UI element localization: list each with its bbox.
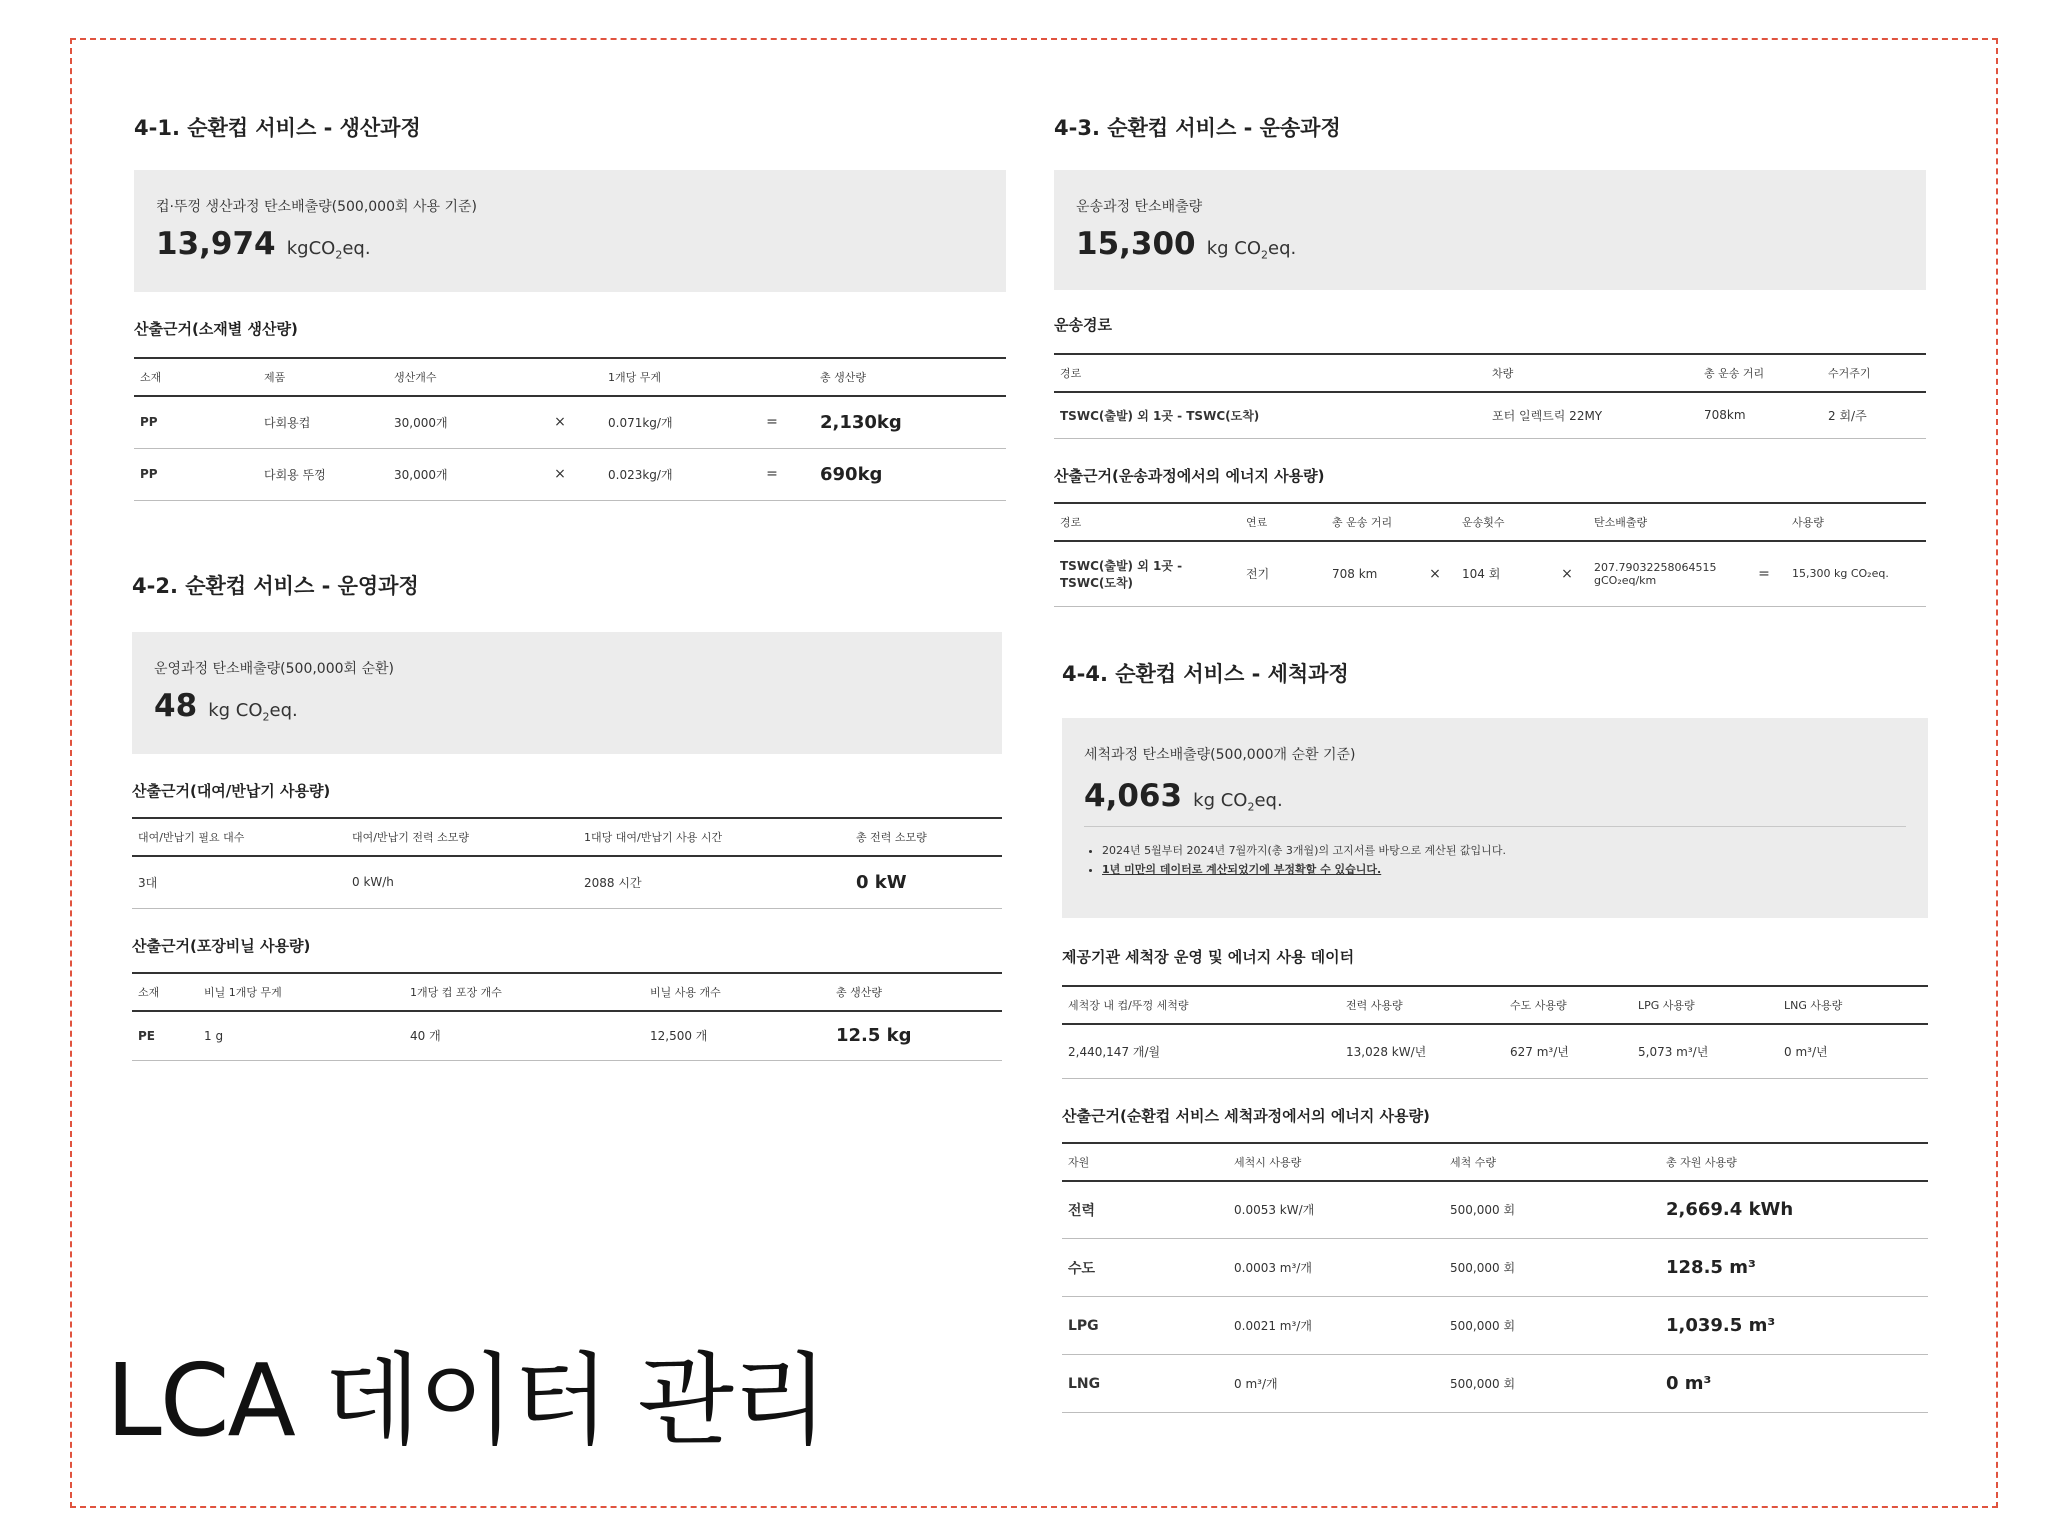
cell: 30,000개 xyxy=(388,448,518,500)
notes-list xyxy=(1084,826,1906,877)
col-header: 제품 xyxy=(258,358,388,396)
cell: 0.0021 m³/개 xyxy=(1228,1297,1444,1355)
kpi-label: 컵·뚜껑 생산과정 탄소배출량(500,000회 사용 기준) xyxy=(156,199,477,215)
note-item: • 2024년 5월부터 2024년 7월까지(총 3개월)의 고지서를 바탕으로 계산된 값입니다. xyxy=(1102,842,1906,858)
kpi-box xyxy=(132,632,1002,754)
col-header xyxy=(1742,503,1786,541)
cell: 0 kW/h xyxy=(346,856,578,908)
cell: LNG xyxy=(1062,1355,1228,1413)
cell: 수도 xyxy=(1062,1239,1228,1297)
cell: 5,073 m³/년 xyxy=(1632,1024,1778,1078)
kpi-label: 운영과정 탄소배출량(500,000회 순환) xyxy=(154,661,395,677)
washing-energy-table xyxy=(1062,1142,1928,1414)
kiosk-table xyxy=(132,817,1002,909)
col-header: 전력 사용량 xyxy=(1340,986,1504,1024)
col-header: 1개당 컵 포장 개수 xyxy=(404,973,644,1011)
cell: 500,000 회 xyxy=(1444,1297,1660,1355)
cell: TSWC(출발) 외 1곳 - TSWC(도착) xyxy=(1054,392,1486,438)
col-header xyxy=(730,358,814,396)
equals-sign: = xyxy=(730,396,814,448)
table-row xyxy=(134,396,1006,448)
cell: 2,440,147 개/월 xyxy=(1062,1024,1340,1078)
table-row xyxy=(132,856,1002,908)
col-header: 운송횟수 xyxy=(1456,503,1546,541)
section-4-4 xyxy=(1062,658,1928,1413)
table-row xyxy=(1062,1355,1928,1413)
col-header: 연료 xyxy=(1240,503,1326,541)
col-header: 비닐 사용 개수 xyxy=(644,973,830,1011)
cell: 12.5 kg xyxy=(830,1011,1002,1061)
cell: 0.0053 kW/개 xyxy=(1228,1181,1444,1239)
cell: 30,000개 xyxy=(388,396,518,448)
basis-title: 산출근거(대여/반납기 사용량) xyxy=(132,782,331,800)
col-header xyxy=(1546,503,1588,541)
equals-sign: = xyxy=(1742,541,1786,607)
cell: 13,028 kW/년 xyxy=(1340,1024,1504,1078)
cell: 전력 xyxy=(1062,1181,1228,1239)
col-header: 수도 사용량 xyxy=(1504,986,1632,1024)
col-header: 사용량 xyxy=(1786,503,1926,541)
cell: 0.023kg/개 xyxy=(602,448,730,500)
kpi-box xyxy=(1054,170,1926,290)
basis-title: 산출근거(포장비닐 사용량) xyxy=(132,936,311,955)
cell: TSWC(출발) 외 1곳 - TSWC(도착) xyxy=(1054,541,1240,607)
kpi-value: 15,300 xyxy=(1076,226,1196,262)
production-table xyxy=(134,357,1006,501)
col-header: 총 생산량 xyxy=(830,973,1002,1011)
cell: 0 m³ xyxy=(1660,1355,1928,1413)
section-title: 4-1. 순환컵 서비스 - 생산과정 xyxy=(134,116,421,140)
washing-data-table xyxy=(1062,985,1928,1079)
cell: 다회용 뚜껑 xyxy=(258,448,388,500)
multiply-sign: × xyxy=(1414,541,1456,607)
section-4-1 xyxy=(134,112,1006,501)
basis-title: 산출근거(순환컵 서비스 세척과정에서의 에너지 사용량) xyxy=(1062,1106,1430,1125)
col-header: 1개당 무게 xyxy=(602,358,730,396)
section-title: 4-2. 순환컵 서비스 - 운영과정 xyxy=(132,574,419,598)
cell: 2088 시간 xyxy=(578,856,850,908)
multiply-sign: × xyxy=(518,448,602,500)
col-header: LNG 사용량 xyxy=(1778,986,1928,1024)
col-header: 경로 xyxy=(1054,503,1240,541)
col-header: 1대당 대여/반납기 사용 시간 xyxy=(578,818,850,856)
cell: LPG xyxy=(1062,1297,1228,1355)
col-header: 비닐 1개당 무게 xyxy=(198,973,404,1011)
data-title: 제공기관 세척장 운영 및 에너지 사용 데이터 xyxy=(1062,948,1355,966)
col-header: 세척 수량 xyxy=(1444,1143,1660,1181)
col-header: 수거주기 xyxy=(1822,354,1926,392)
kpi-value: 48 xyxy=(154,688,198,724)
cell: PP xyxy=(134,396,258,448)
kpi-unit: kg $CO_2eq$. xyxy=(208,700,298,724)
cell: PE xyxy=(132,1011,198,1061)
cell: 포터 일렉트릭 22MY xyxy=(1486,392,1698,438)
cell: 627 m³/년 xyxy=(1504,1024,1632,1078)
section-title: 4-4. 순환컵 서비스 - 세척과정 xyxy=(1062,662,1349,686)
packaging-table xyxy=(132,972,1002,1062)
cell: 1 g xyxy=(198,1011,404,1061)
col-header: 소재 xyxy=(132,973,198,1011)
cell: 0.071kg/개 xyxy=(602,396,730,448)
cell: 0 kW xyxy=(850,856,1002,908)
section-4-3 xyxy=(1054,112,1926,607)
kpi-value: 13,974 xyxy=(156,226,276,262)
cell: 708 km xyxy=(1326,541,1414,607)
cell: 3대 xyxy=(132,856,346,908)
cell: 다회용컵 xyxy=(258,396,388,448)
route-title: 운송경로 xyxy=(1054,316,1112,334)
basis-title: 산출근거(소재별 생산량) xyxy=(134,320,298,338)
col-header: 대여/반납기 필요 대수 xyxy=(132,818,346,856)
col-header: 대여/반납기 전력 소모량 xyxy=(346,818,578,856)
col-header: 총 전력 소모량 xyxy=(850,818,1002,856)
col-header: 차량 xyxy=(1486,354,1698,392)
transport-energy-table xyxy=(1054,502,1926,608)
table-row xyxy=(134,448,1006,500)
cell: 0 m³/년 xyxy=(1778,1024,1928,1078)
table-row xyxy=(1062,1239,1928,1297)
table-row xyxy=(1062,1024,1928,1078)
page-title: LCA 데이터 관리 xyxy=(106,1342,827,1459)
cell: 207.79032258064515 gCO₂eq/km xyxy=(1588,541,1742,607)
cell: 전기 xyxy=(1240,541,1326,607)
section-title: 4-3. 순환컵 서비스 - 운송과정 xyxy=(1054,116,1341,140)
table-row xyxy=(1062,1181,1928,1239)
table-row xyxy=(1054,541,1926,607)
kpi-unit: kg $CO_2eq$. xyxy=(1206,238,1297,262)
cell: 0.0003 m³/개 xyxy=(1228,1239,1444,1297)
col-header: 총 운송 거리 xyxy=(1326,503,1414,541)
kpi-box xyxy=(134,170,1006,292)
cell: 40 개 xyxy=(404,1011,644,1061)
kpi-box xyxy=(1062,718,1928,918)
cell: 104 회 xyxy=(1456,541,1546,607)
kpi-value: 4,063 xyxy=(1084,778,1183,814)
kpi-unit: kgCO$_2$eq. xyxy=(286,238,371,262)
table-row xyxy=(132,1011,1002,1061)
multiply-sign: × xyxy=(1546,541,1588,607)
cell: 2 회/주 xyxy=(1822,392,1926,438)
cell: 2,130kg xyxy=(814,396,1006,448)
kpi-unit: kg $CO_2eq$. xyxy=(1193,790,1283,814)
kpi-label: 세척과정 탄소배출량(500,000개 순환 기준) xyxy=(1084,747,1356,763)
col-header: 자원 xyxy=(1062,1143,1228,1181)
equals-sign: = xyxy=(730,448,814,500)
col-header: 총 자원 사용량 xyxy=(1660,1143,1928,1181)
col-header: 탄소배출량 xyxy=(1588,503,1742,541)
cell: 1,039.5 m³ xyxy=(1660,1297,1928,1355)
section-4-2 xyxy=(132,570,1002,1061)
col-header xyxy=(518,358,602,396)
col-header: 총 생산량 xyxy=(814,358,1006,396)
cell: 15,300 kg CO₂eq. xyxy=(1786,541,1926,607)
cell: 500,000 회 xyxy=(1444,1355,1660,1413)
col-header xyxy=(1414,503,1456,541)
col-header: 총 운송 거리 xyxy=(1698,354,1822,392)
cell: 500,000 회 xyxy=(1444,1239,1660,1297)
kpi-label: 운송과정 탄소배출량 xyxy=(1076,199,1203,215)
col-header: LPG 사용량 xyxy=(1632,986,1778,1024)
cell: 500,000 회 xyxy=(1444,1181,1660,1239)
cell: 128.5 m³ xyxy=(1660,1239,1928,1297)
cell: 708km xyxy=(1698,392,1822,438)
cell: 12,500 개 xyxy=(644,1011,830,1061)
col-header: 경로 xyxy=(1054,354,1486,392)
cell: 2,669.4 kWh xyxy=(1660,1181,1928,1239)
cell: 690kg xyxy=(814,448,1006,500)
col-header: 생산개수 xyxy=(388,358,518,396)
table-row xyxy=(1054,392,1926,438)
note-item: • 1년 미만의 데이터로 계산되었기에 부정확할 수 있습니다. xyxy=(1102,861,1906,877)
cell: 0 m³/개 xyxy=(1228,1355,1444,1413)
basis-title: 산출근거(운송과정에서의 에너지 사용량) xyxy=(1054,466,1325,485)
route-table xyxy=(1054,353,1926,439)
col-header: 소재 xyxy=(134,358,258,396)
col-header: 세척장 내 컵/뚜껑 세척량 xyxy=(1062,986,1340,1024)
table-row xyxy=(1062,1297,1928,1355)
multiply-sign: × xyxy=(518,396,602,448)
col-header: 세척시 사용량 xyxy=(1228,1143,1444,1181)
cell: PP xyxy=(134,448,258,500)
